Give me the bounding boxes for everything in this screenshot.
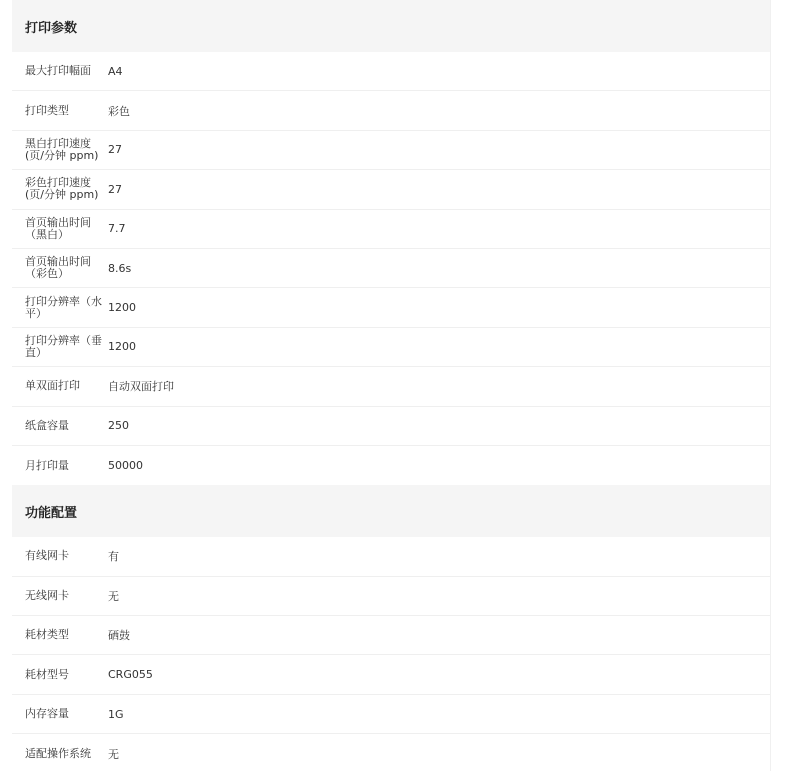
spec-label: 月打印量	[25, 458, 69, 472]
right-divider	[770, 0, 771, 771]
spec-label: 耗材类型	[25, 628, 69, 642]
spec-value: 50000	[108, 459, 143, 473]
spec-label: 打印分辨率（水平）	[25, 294, 102, 320]
spec-label: 黑白打印速度(页/分钟 ppm)	[25, 136, 99, 162]
spec-row	[12, 328, 770, 367]
spec-value: 有	[108, 550, 119, 564]
spec-label: 彩色打印速度(页/分钟 ppm)	[25, 176, 99, 202]
spec-label: 内存容量	[25, 707, 69, 721]
spec-label: 首页输出时间（黑白）	[25, 215, 91, 241]
spec-row	[12, 446, 770, 485]
section-title: 功能配置	[12, 485, 770, 537]
spec-value: 彩色	[108, 104, 130, 118]
spec-label: 纸盒容量	[25, 418, 69, 432]
spec-value: 8.6s	[108, 261, 132, 275]
spec-row	[12, 52, 770, 91]
spec-value: 无	[108, 747, 119, 761]
spec-row	[12, 734, 770, 773]
spec-value: 1G	[108, 707, 124, 721]
spec-value: 1200	[108, 340, 136, 354]
spec-table	[12, 0, 770, 774]
spec-row	[12, 367, 770, 406]
spec-row	[12, 577, 770, 616]
spec-label: 适配操作系统	[25, 746, 91, 760]
spec-row	[12, 655, 770, 694]
spec-label: 无线网卡	[25, 588, 69, 602]
section-print-params	[12, 0, 770, 485]
spec-label: 打印类型	[25, 103, 69, 117]
spec-row	[12, 695, 770, 734]
spec-label: 耗材型号	[25, 667, 69, 681]
spec-label: 打印分辨率（垂直）	[25, 333, 102, 359]
spec-value: CRG055	[108, 668, 153, 682]
section-rows	[12, 537, 770, 773]
spec-row	[12, 288, 770, 327]
section-title: 打印参数	[12, 0, 770, 52]
spec-row	[12, 407, 770, 446]
spec-value: A4	[108, 64, 123, 78]
spec-row	[12, 616, 770, 655]
spec-value: 7.7	[108, 222, 126, 236]
spec-value: 27	[108, 182, 122, 196]
spec-row	[12, 210, 770, 249]
spec-row	[12, 249, 770, 288]
spec-row	[12, 170, 770, 209]
section-features	[12, 485, 770, 773]
spec-value: 250	[108, 419, 129, 433]
spec-value: 1200	[108, 301, 136, 315]
spec-label: 有线网卡	[25, 549, 69, 563]
spec-row	[12, 131, 770, 170]
spec-row	[12, 91, 770, 130]
spec-label: 最大打印幅面	[25, 64, 91, 78]
spec-label: 首页输出时间（彩色）	[25, 255, 91, 281]
spec-label: 单双面打印	[25, 379, 80, 393]
spec-value: 自动双面打印	[108, 380, 174, 394]
section-rows	[12, 52, 770, 485]
spec-value: 硒鼓	[108, 629, 130, 643]
spec-value: 27	[108, 143, 122, 157]
spec-value: 无	[108, 589, 119, 603]
spec-row	[12, 537, 770, 576]
